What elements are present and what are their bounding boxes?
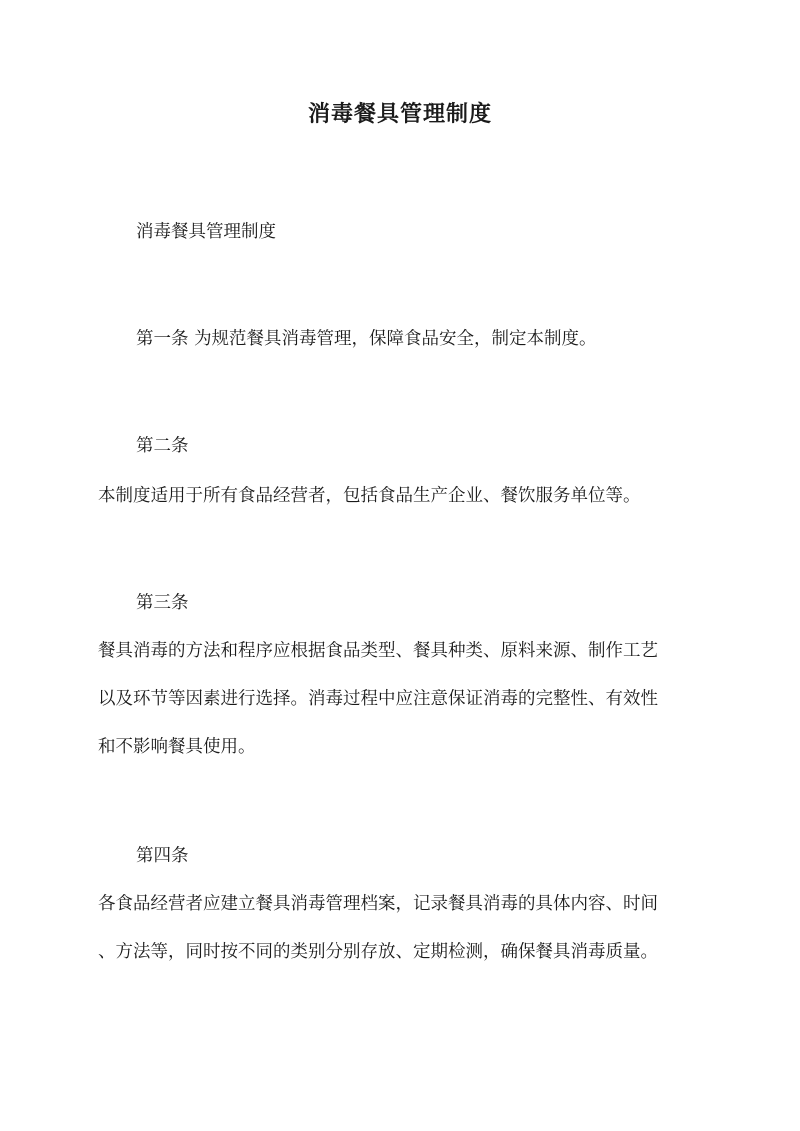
article-3-line-2: 以及环节等因素进行选择。消毒过程中应注意保证消毒的完整性、有效性: [98, 689, 658, 709]
document-subtitle: 消毒餐具管理制度: [136, 222, 276, 242]
article-1-text: 第一条 为规范餐具消毒管理，保障食品安全，制定本制度。: [136, 329, 597, 349]
document-title: 消毒餐具管理制度: [307, 101, 492, 127]
article-4-heading: 第四条: [136, 846, 189, 866]
article-4-line-1: 各食品经营者应建立餐具消毒管理档案，记录餐具消毒的具体内容、时间: [98, 894, 658, 914]
article-4-line-2: 、方法等，同时按不同的类别分别存放、定期检测，确保餐具消毒质量。: [98, 942, 658, 962]
article-2-heading: 第二条: [136, 436, 189, 456]
article-3-line-1: 餐具消毒的方法和程序应根据食品类型、餐具种类、原料来源、制作工艺: [98, 641, 658, 661]
article-3-line-3: 和不影响餐具使用。: [98, 737, 256, 757]
article-3-heading: 第三条: [136, 593, 189, 613]
article-2-line-1: 本制度适用于所有食品经营者，包括食品生产企业、餐饮服务单位等。: [98, 486, 641, 506]
